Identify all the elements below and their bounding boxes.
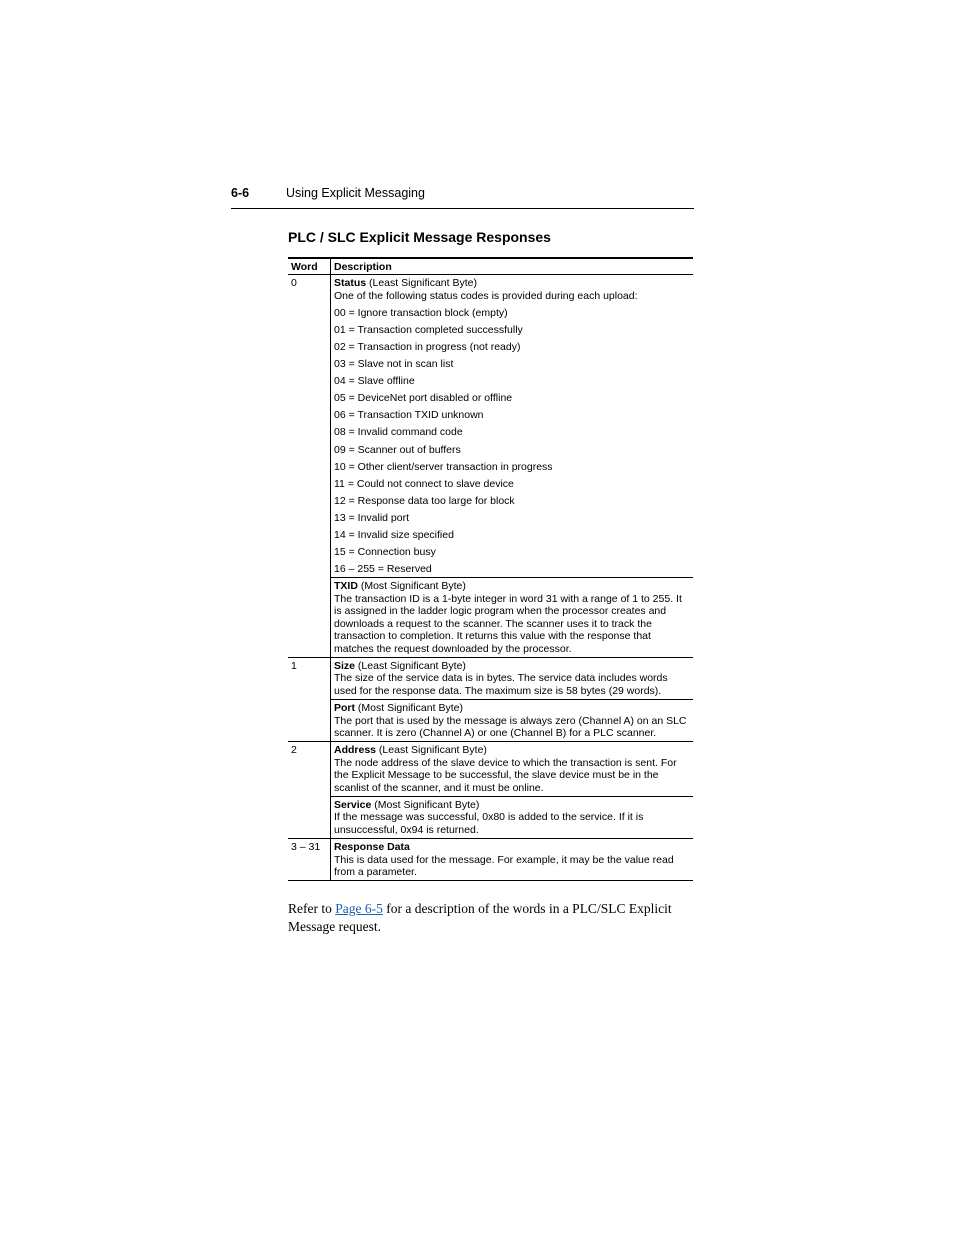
field-text: This is data used for the message. For example, it may be the value read from a parameter. [334, 853, 674, 878]
field-qualifier: (Most Significant Byte) [371, 798, 480, 811]
field-name: Address [334, 744, 377, 757]
list-item: 12 = Response data too large for block [334, 494, 515, 507]
word-cell: 1 [288, 657, 331, 741]
field-text: The node address of the slave device to which the transaction is sent. For the Explicit Message to be successful, the slave device must be in the scanlist of the scanner, and it must be online. [334, 756, 677, 794]
page-header [231, 185, 694, 209]
list-item: 01 = Transaction completed successfully [334, 323, 523, 336]
reference-paragraph [288, 900, 698, 935]
list-item: 08 = Invalid command code [334, 426, 463, 439]
page-6-5-link[interactable]: Page 6-5 [335, 901, 383, 916]
description-cell [331, 700, 694, 742]
list-item: 00 = Ignore transaction block (empty) [334, 306, 508, 319]
field-name: TXID [334, 580, 358, 593]
description-cell [331, 657, 694, 699]
field-name: Port [334, 702, 355, 715]
table-row [288, 700, 693, 742]
list-item: 13 = Invalid port [334, 511, 410, 524]
field-text: One of the following status codes is provided during each upload: [334, 289, 638, 302]
field-name: Size [334, 659, 356, 672]
table-row [288, 742, 693, 797]
table-row [288, 839, 693, 881]
list-item: 10 = Other client/server transaction in progress [334, 460, 553, 473]
page-number: 6-6 [231, 186, 250, 200]
reference-text-after: for a description of the words in a PLC/SLC Explicit Message request. [288, 901, 672, 934]
list-item: 15 = Connection busy [334, 546, 436, 558]
section-title: PLC / SLC Explicit Message Responses [288, 229, 551, 245]
description-cell [331, 796, 694, 838]
field-qualifier: (Least Significant Byte) [355, 659, 466, 672]
table-header-row [288, 258, 693, 275]
list-item: 03 = Slave not in scan list [334, 358, 454, 371]
field-qualifier: (Least Significant Byte) [376, 744, 487, 757]
description-cell [331, 742, 694, 797]
field-name: Response Data [334, 841, 410, 854]
reference-text-before: Refer to [288, 901, 336, 916]
list-item: 04 = Slave offline [334, 375, 415, 388]
table-row [288, 796, 693, 838]
word-cell: 2 [288, 742, 331, 839]
field-qualifier: (Most Significant Byte) [355, 702, 463, 715]
field-qualifier: (Least Significant Byte) [366, 277, 477, 290]
column-header-word: Word [288, 258, 331, 275]
description-cell [331, 578, 694, 657]
list-item: 06 = Transaction TXID unknown [334, 409, 484, 422]
table-row [288, 657, 693, 699]
list-item: 02 = Transaction in progress (not ready) [334, 341, 521, 354]
field-text: The port that is used by the message is always zero (Channel A) on an SLC scanner. It is zero (Channel A) or one (Channel B) for a PLC scanner. [334, 714, 687, 739]
list-item: 09 = Scanner out of buffers [334, 443, 461, 456]
running-title: Using Explicit Messaging [286, 186, 425, 200]
table-row [288, 578, 693, 657]
status-code-list [334, 307, 690, 576]
word-cell: 3 – 31 [288, 839, 331, 881]
list-item: 16 – 255 = Reserved [334, 563, 432, 576]
list-item: 14 = Invalid size specified [334, 528, 454, 541]
field-qualifier: (Most Significant Byte) [357, 580, 466, 593]
list-item: 05 = DeviceNet port disabled or offline [334, 392, 513, 405]
field-name: Status [334, 277, 367, 290]
field-name: Service [334, 798, 372, 811]
field-text: The size of the service data is in bytes. The service data includes words used for the response data. The maximum size is 58 bytes (29 words). [334, 672, 668, 697]
list-item: 11 = Could not connect to slave device [334, 477, 514, 490]
word-cell: 0 [288, 275, 331, 658]
description-cell [331, 839, 694, 881]
field-text: The transaction ID is a 1-byte integer in word 31 with a range of 1 to 255. It is assigned in the ladder logic program when the processor creates and downloads a request to the scanner. The scanner uses it to track the transaction to completion. It returns this value with the response that matches the request downloaded by the processor. [334, 592, 682, 655]
responses-table [288, 257, 693, 881]
table-row [288, 275, 693, 578]
field-text: If the message was successful, 0x80 is added to the service. If it is unsuccessful, 0x94 is returned. [334, 811, 644, 836]
description-cell [331, 275, 694, 578]
column-header-description: Description [331, 258, 694, 275]
